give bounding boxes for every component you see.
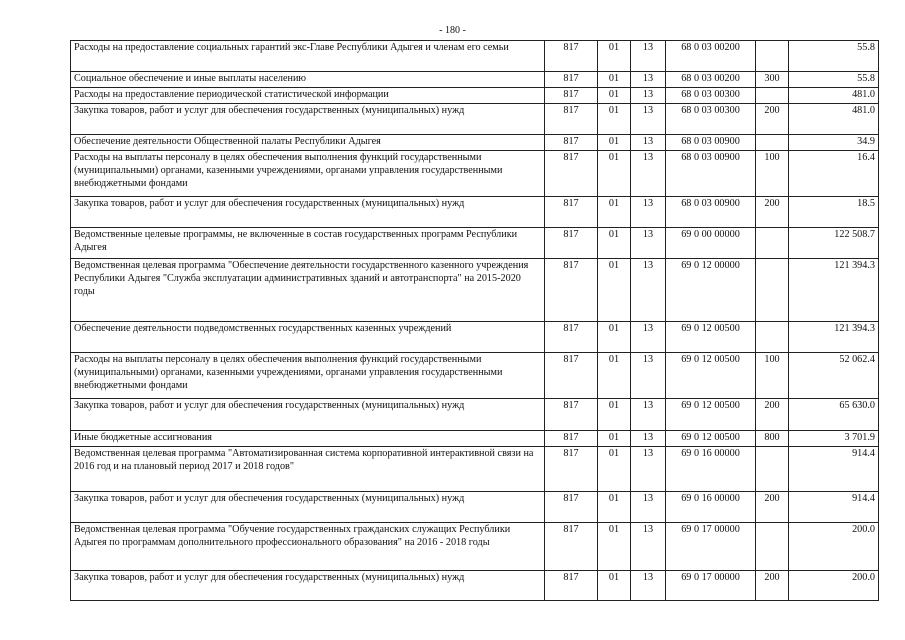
row-csr: 69 0 12 00500 xyxy=(666,322,756,353)
row-pr: 13 xyxy=(631,228,666,259)
row-vr: 200 xyxy=(756,197,789,228)
row-amount: 65 630.0 xyxy=(789,399,879,431)
row-amount: 481.0 xyxy=(789,88,879,104)
row-amount: 16.4 xyxy=(789,151,879,197)
row-vr: 800 xyxy=(756,431,789,447)
row-csr: 69 0 17 00000 xyxy=(666,571,756,601)
row-amount: 121 394.3 xyxy=(789,259,879,322)
table-row xyxy=(71,322,879,353)
row-amount: 914.4 xyxy=(789,447,879,492)
row-rz: 01 xyxy=(598,228,631,259)
row-rz: 01 xyxy=(598,399,631,431)
row-csr: 68 0 03 00900 xyxy=(666,151,756,197)
row-ved: 817 xyxy=(545,447,598,492)
row-vr: 200 xyxy=(756,399,789,431)
row-pr: 13 xyxy=(631,197,666,228)
row-csr: 68 0 03 00200 xyxy=(666,41,756,72)
row-vr: 200 xyxy=(756,104,789,135)
row-rz: 01 xyxy=(598,88,631,104)
row-ved: 817 xyxy=(545,228,598,259)
table-row xyxy=(71,259,879,322)
row-name: Расходы на предоставление социальных гарантий экс-Главе Республики Адыгея и членам его семьи xyxy=(71,41,545,72)
row-pr: 13 xyxy=(631,353,666,399)
table-row xyxy=(71,72,879,88)
row-csr: 68 0 03 00200 xyxy=(666,72,756,88)
row-name: Закупка товаров, работ и услуг для обеспечения государственных (муниципальных) нужд xyxy=(71,571,545,601)
row-ved: 817 xyxy=(545,88,598,104)
row-rz: 01 xyxy=(598,353,631,399)
table-row xyxy=(71,104,879,135)
table-row xyxy=(71,88,879,104)
row-vr xyxy=(756,523,789,571)
row-csr: 69 0 16 00000 xyxy=(666,492,756,523)
row-rz: 01 xyxy=(598,431,631,447)
row-amount: 122 508.7 xyxy=(789,228,879,259)
row-pr: 13 xyxy=(631,492,666,523)
row-pr: 13 xyxy=(631,259,666,322)
row-amount: 3 701.9 xyxy=(789,431,879,447)
row-vr: 200 xyxy=(756,492,789,523)
row-rz: 01 xyxy=(598,523,631,571)
row-ved: 817 xyxy=(545,104,598,135)
row-name: Иные бюджетные ассигнования xyxy=(71,431,545,447)
row-ved: 817 xyxy=(545,571,598,601)
row-amount: 121 394.3 xyxy=(789,322,879,353)
row-vr xyxy=(756,135,789,151)
table-row xyxy=(71,135,879,151)
row-rz: 01 xyxy=(598,104,631,135)
row-csr: 69 0 12 00500 xyxy=(666,399,756,431)
table-row xyxy=(71,571,879,601)
row-name: Обеспечение деятельности подведомственных государственных казенных учреждений xyxy=(71,322,545,353)
row-name: Ведомственные целевые программы, не включенные в состав государственных программ Республики Адыгея xyxy=(71,228,545,259)
table-row xyxy=(71,447,879,492)
row-name: Расходы на выплаты персоналу в целях обеспечения выполнения функций государственными (муниципальными) органами, казенными учреждениями, органами управления государственными внебюджетными фондами xyxy=(71,353,545,399)
row-ved: 817 xyxy=(545,41,598,72)
row-rz: 01 xyxy=(598,135,631,151)
row-name: Закупка товаров, работ и услуг для обеспечения государственных (муниципальных) нужд xyxy=(71,197,545,228)
table-row xyxy=(71,41,879,72)
table-row xyxy=(71,492,879,523)
row-ved: 817 xyxy=(545,399,598,431)
row-vr xyxy=(756,228,789,259)
row-pr: 13 xyxy=(631,41,666,72)
row-csr: 69 0 12 00500 xyxy=(666,431,756,447)
row-rz: 01 xyxy=(598,571,631,601)
table-row xyxy=(71,431,879,447)
row-rz: 01 xyxy=(598,197,631,228)
row-amount: 200.0 xyxy=(789,523,879,571)
row-rz: 01 xyxy=(598,151,631,197)
row-csr: 69 0 12 00000 xyxy=(666,259,756,322)
row-pr: 13 xyxy=(631,571,666,601)
table-row xyxy=(71,197,879,228)
row-ved: 817 xyxy=(545,135,598,151)
table-row xyxy=(71,228,879,259)
row-csr: 69 0 12 00500 xyxy=(666,353,756,399)
row-name: Расходы на выплаты персоналу в целях обеспечения выполнения функций государственными (муниципальными) органами, казенными учреждениями, органами управления государственными внебюджетными фондами xyxy=(71,151,545,197)
row-csr: 69 0 00 00000 xyxy=(666,228,756,259)
row-ved: 817 xyxy=(545,197,598,228)
row-pr: 13 xyxy=(631,72,666,88)
row-vr xyxy=(756,259,789,322)
row-csr: 69 0 16 00000 xyxy=(666,447,756,492)
row-pr: 13 xyxy=(631,399,666,431)
row-amount: 52 062.4 xyxy=(789,353,879,399)
row-name: Ведомственная целевая программа "Автоматизированная система корпоративной интерактивной связи на 2016 год и на плановый период 2017 и 2018 годов" xyxy=(71,447,545,492)
row-rz: 01 xyxy=(598,322,631,353)
row-ved: 817 xyxy=(545,259,598,322)
row-csr: 68 0 03 00300 xyxy=(666,88,756,104)
row-ved: 817 xyxy=(545,353,598,399)
page-number: - 180 - xyxy=(439,25,466,36)
row-csr: 68 0 03 00900 xyxy=(666,135,756,151)
row-name: Закупка товаров, работ и услуг для обеспечения государственных (муниципальных) нужд xyxy=(71,104,545,135)
row-pr: 13 xyxy=(631,88,666,104)
row-name: Закупка товаров, работ и услуг для обеспечения государственных (муниципальных) нужд xyxy=(71,399,545,431)
row-vr: 100 xyxy=(756,353,789,399)
row-ved: 817 xyxy=(545,431,598,447)
row-pr: 13 xyxy=(631,104,666,135)
row-csr: 68 0 03 00300 xyxy=(666,104,756,135)
table-row xyxy=(71,399,879,431)
row-ved: 817 xyxy=(545,151,598,197)
budget-table xyxy=(70,40,879,601)
row-vr: 100 xyxy=(756,151,789,197)
row-amount: 481.0 xyxy=(789,104,879,135)
row-vr: 300 xyxy=(756,72,789,88)
row-amount: 914.4 xyxy=(789,492,879,523)
row-ved: 817 xyxy=(545,523,598,571)
row-name: Закупка товаров, работ и услуг для обеспечения государственных (муниципальных) нужд xyxy=(71,492,545,523)
row-rz: 01 xyxy=(598,447,631,492)
row-vr xyxy=(756,41,789,72)
row-ved: 817 xyxy=(545,322,598,353)
row-csr: 69 0 17 00000 xyxy=(666,523,756,571)
row-vr: 200 xyxy=(756,571,789,601)
row-rz: 01 xyxy=(598,259,631,322)
row-amount: 55.8 xyxy=(789,41,879,72)
row-csr: 68 0 03 00900 xyxy=(666,197,756,228)
row-name: Расходы на предоставление периодической статистической информации xyxy=(71,88,545,104)
row-name: Социальное обеспечение и иные выплаты населению xyxy=(71,72,545,88)
row-amount: 18.5 xyxy=(789,197,879,228)
row-amount: 34.9 xyxy=(789,135,879,151)
row-vr xyxy=(756,447,789,492)
row-pr: 13 xyxy=(631,431,666,447)
row-amount: 200.0 xyxy=(789,571,879,601)
row-ved: 817 xyxy=(545,492,598,523)
table-row xyxy=(71,523,879,571)
row-pr: 13 xyxy=(631,151,666,197)
row-vr xyxy=(756,88,789,104)
row-name: Обеспечение деятельности Общественной палаты Республики Адыгея xyxy=(71,135,545,151)
row-pr: 13 xyxy=(631,523,666,571)
row-amount: 55.8 xyxy=(789,72,879,88)
row-name: Ведомственная целевая программа "Обучение государственных гражданских служащих Республики Адыгея по программам дополнительного профессионального образования" на 2016 - 2018 годы xyxy=(71,523,545,571)
row-ved: 817 xyxy=(545,72,598,88)
table-row xyxy=(71,353,879,399)
row-pr: 13 xyxy=(631,447,666,492)
row-pr: 13 xyxy=(631,322,666,353)
row-name: Ведомственная целевая программа "Обеспечение деятельности государственного казенного учреждения Республики Адыгея "Служба эксплуатации административных зданий и автотранспорта" на 2015-2020 годы xyxy=(71,259,545,322)
row-vr xyxy=(756,322,789,353)
row-rz: 01 xyxy=(598,72,631,88)
row-pr: 13 xyxy=(631,135,666,151)
budget-table-body xyxy=(71,41,879,601)
row-rz: 01 xyxy=(598,41,631,72)
row-rz: 01 xyxy=(598,492,631,523)
table-row xyxy=(71,151,879,197)
